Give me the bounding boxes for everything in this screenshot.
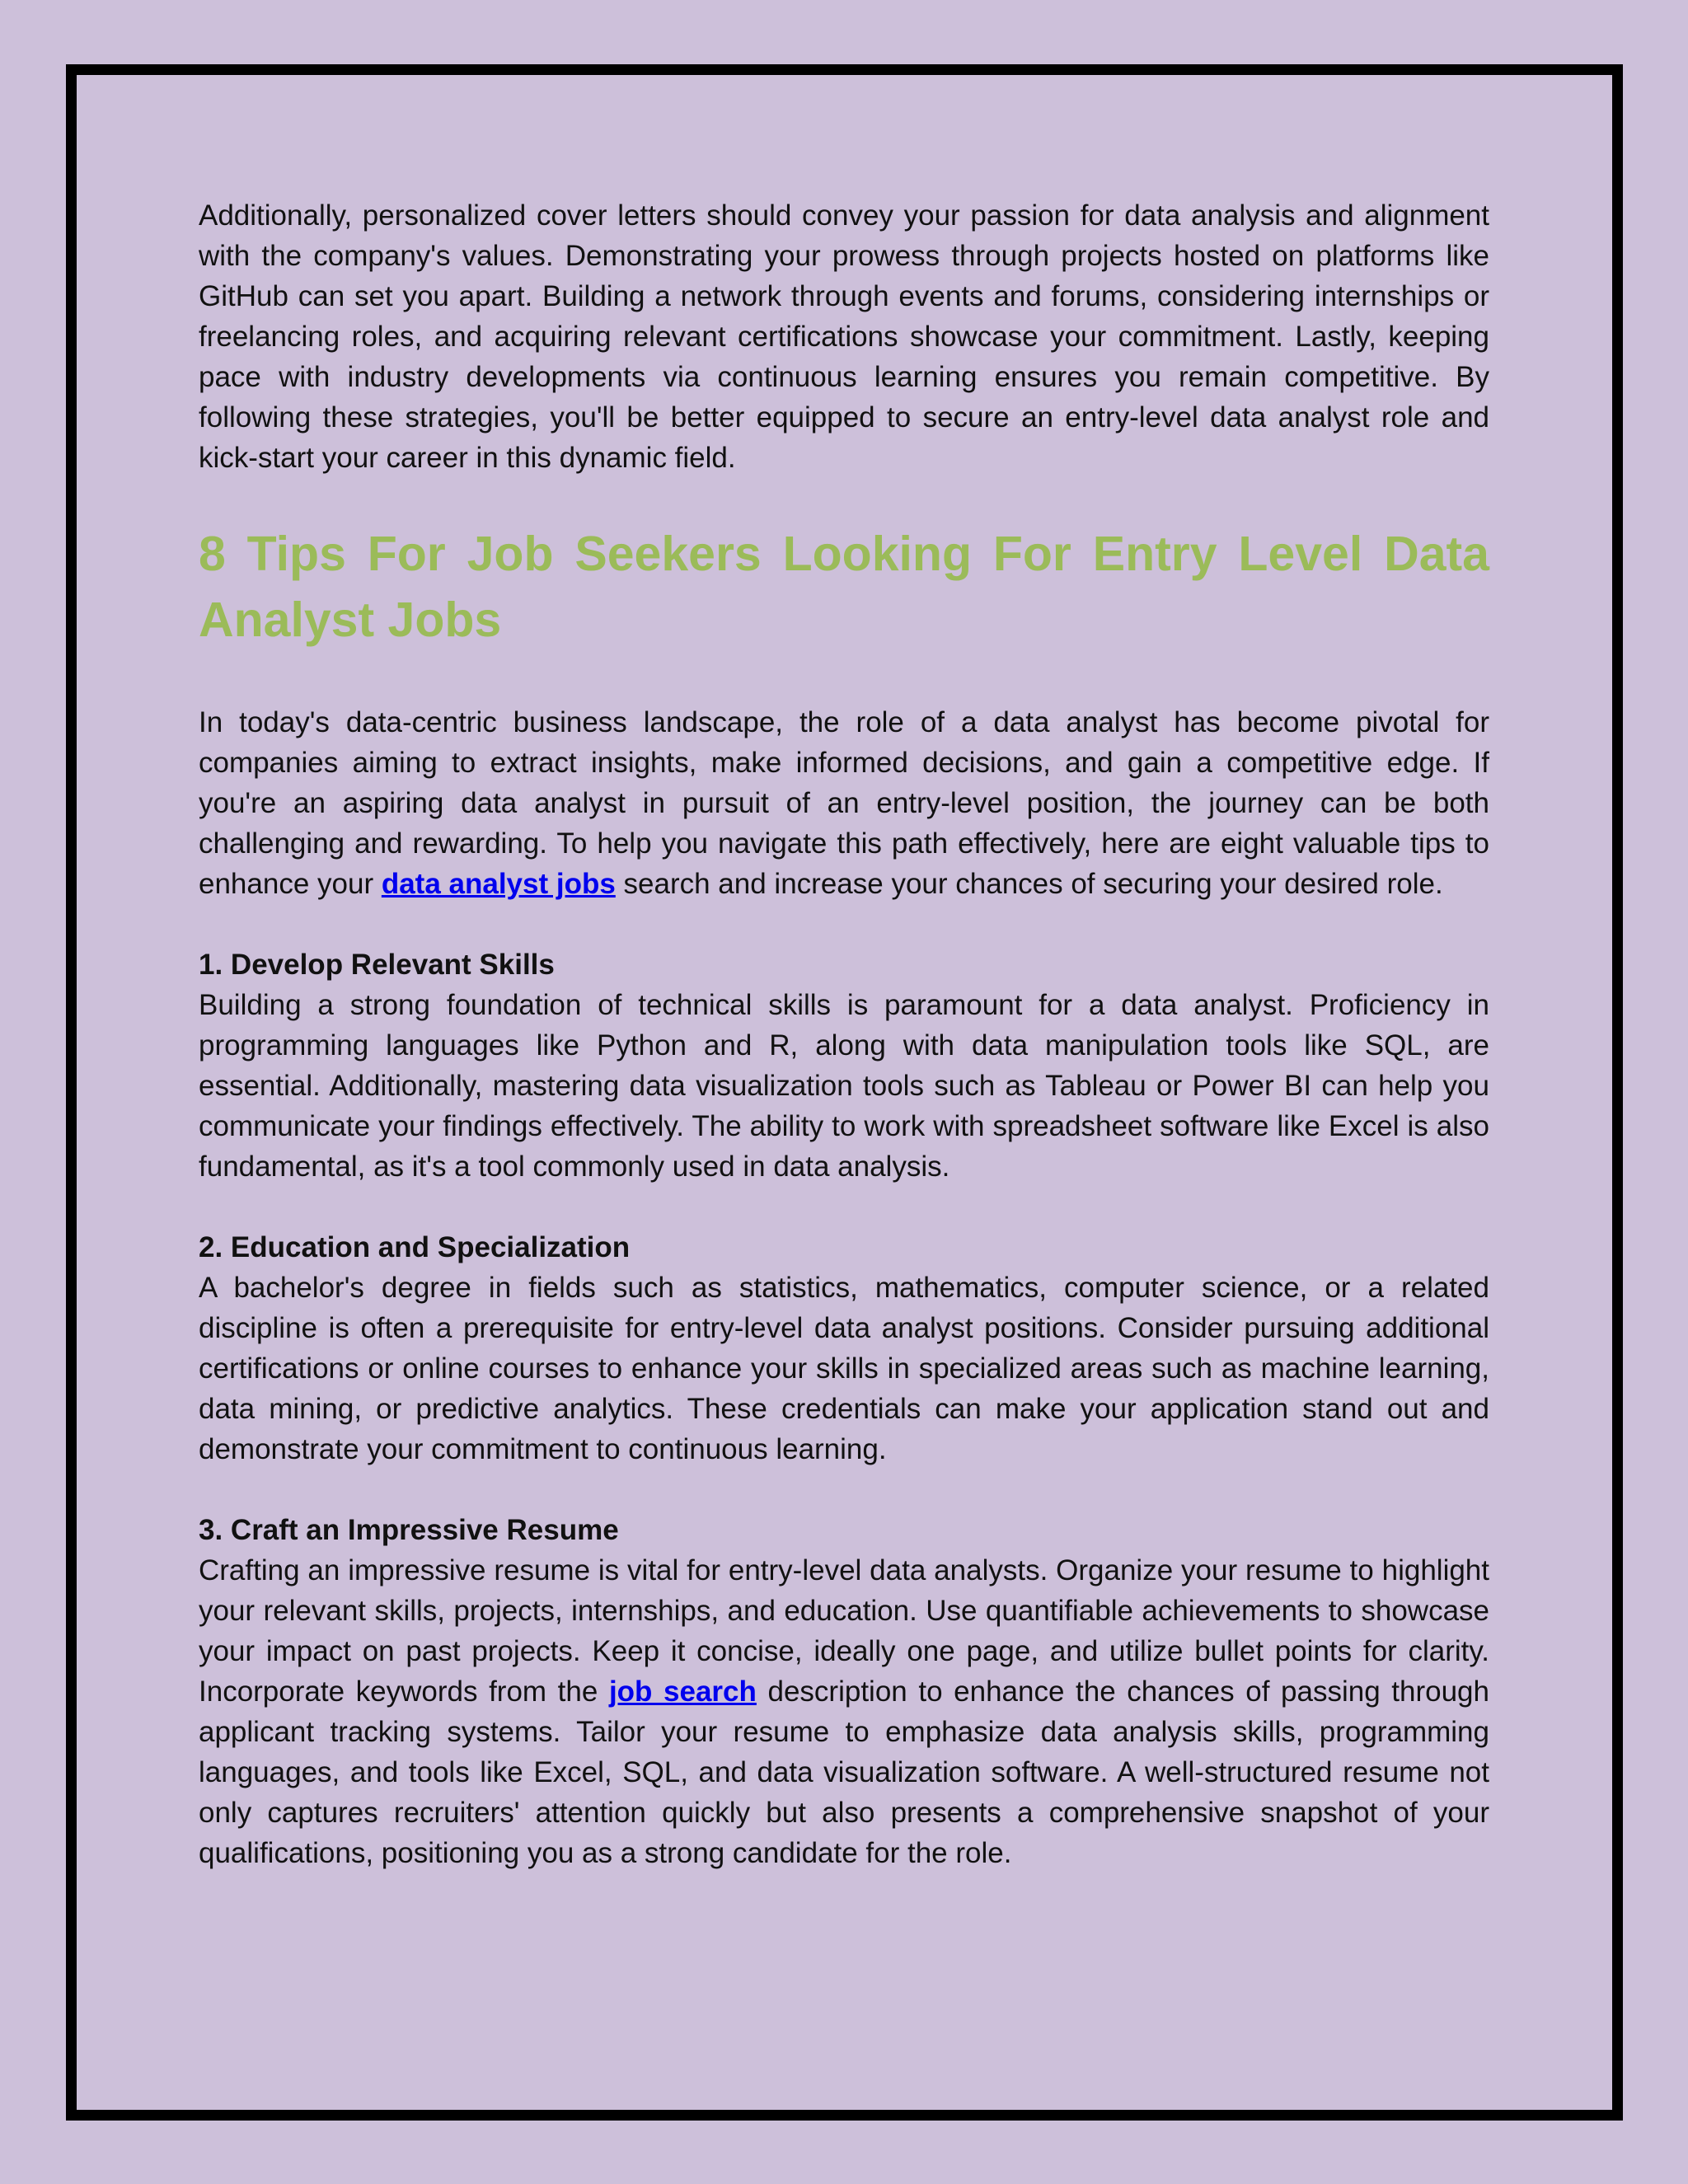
article-heading: 8 Tips For Job Seekers Looking For Entry Level Data Analyst Jobs: [199, 527, 1489, 647]
section-text-education: A bachelor's degree in fields such as statistics, mathematics, computer science, or a related discipline is often a prerequisite for entry-level data analyst positions. Consider pursuing additional certifications or online courses to enhance your skills in specialized areas such as machine learning, data mining, or predictive analytics. These credentials can make your application stand out and demonstrate your commitment to continuous learning.: [199, 1272, 1489, 1465]
section-text-resume: [199, 1550, 1489, 1873]
lead-paragraph: [199, 702, 1489, 904]
intro-paragraph: Additionally, personalized cover letters should convey your passion for data analysis and alignment with the company's values. Demonstrating your prowess through projects hosted on platforms like GitHub can set you apart. Building a network through events and forums, considering internships or freelancing roles, and acquiring relevant certifications showcase your commitment. Lastly, keeping pace with industry developments via continuous learning ensures you remain competitive. By following these strategies, you'll be better equipped to secure an entry-level data analyst role and kick-start your career in this dynamic field.: [199, 199, 1489, 474]
resume-text-before: Crafting an impressive resume is vital for entry-level data analysts. Organize your resume to highlight your relevant skills, projects, internships, and education. Use quantifiable achievements to showcase your impact on past projects. Keep it concise, ideally one page, and utilize bullet points for clarity. Incorporate keywords from the: [199, 1554, 1489, 1708]
document-body: [199, 195, 1489, 1873]
section-title-resume: 3. Craft an Impressive Resume: [199, 1514, 619, 1546]
section-title-education: 2. Education and Specialization: [199, 1231, 631, 1263]
section-text-skills: Building a strong foundation of technical skills is paramount for a data analyst. Proficiency in programming languages like Python and R, along with data manipulation tools like SQL, are essential. Additionally, mastering data visualization tools such as Tableau or Power BI can help you communicate your findings effectively. The ability to work with spreadsheet software like Excel is also fundamental, as it's a tool commonly used in data analysis.: [199, 989, 1489, 1183]
section-title-skills: 1. Develop Relevant Skills: [199, 949, 555, 981]
resume-text-after: description to enhance the chances of passing through applicant tracking systems. Tailor your resume to emphasize data analysis skills, programming languages, and tools like Excel, SQL, and data visualization software. A well-structured resume not only captures recruiters' attention quickly but also presents a comprehensive snapshot of your qualifications, positioning you as a strong candidate for the role.: [199, 1675, 1489, 1869]
job-search-link[interactable]: job search: [608, 1675, 757, 1708]
data-analyst-jobs-link[interactable]: data analyst jobs: [381, 868, 616, 900]
lead-text-after: search and increase your chances of securing your desired role.: [615, 868, 1443, 900]
lead-text-before: In today's data-centric business landscape, the role of a data analyst has become pivotal for companies aiming to extract insights, make informed decisions, and gain a competitive edge. If you're an aspiring data analyst in pursuit of an entry-level position, the journey can be both challenging and rewarding. To help you navigate this path effectively, here are eight valuable tips to enhance your: [199, 706, 1489, 900]
